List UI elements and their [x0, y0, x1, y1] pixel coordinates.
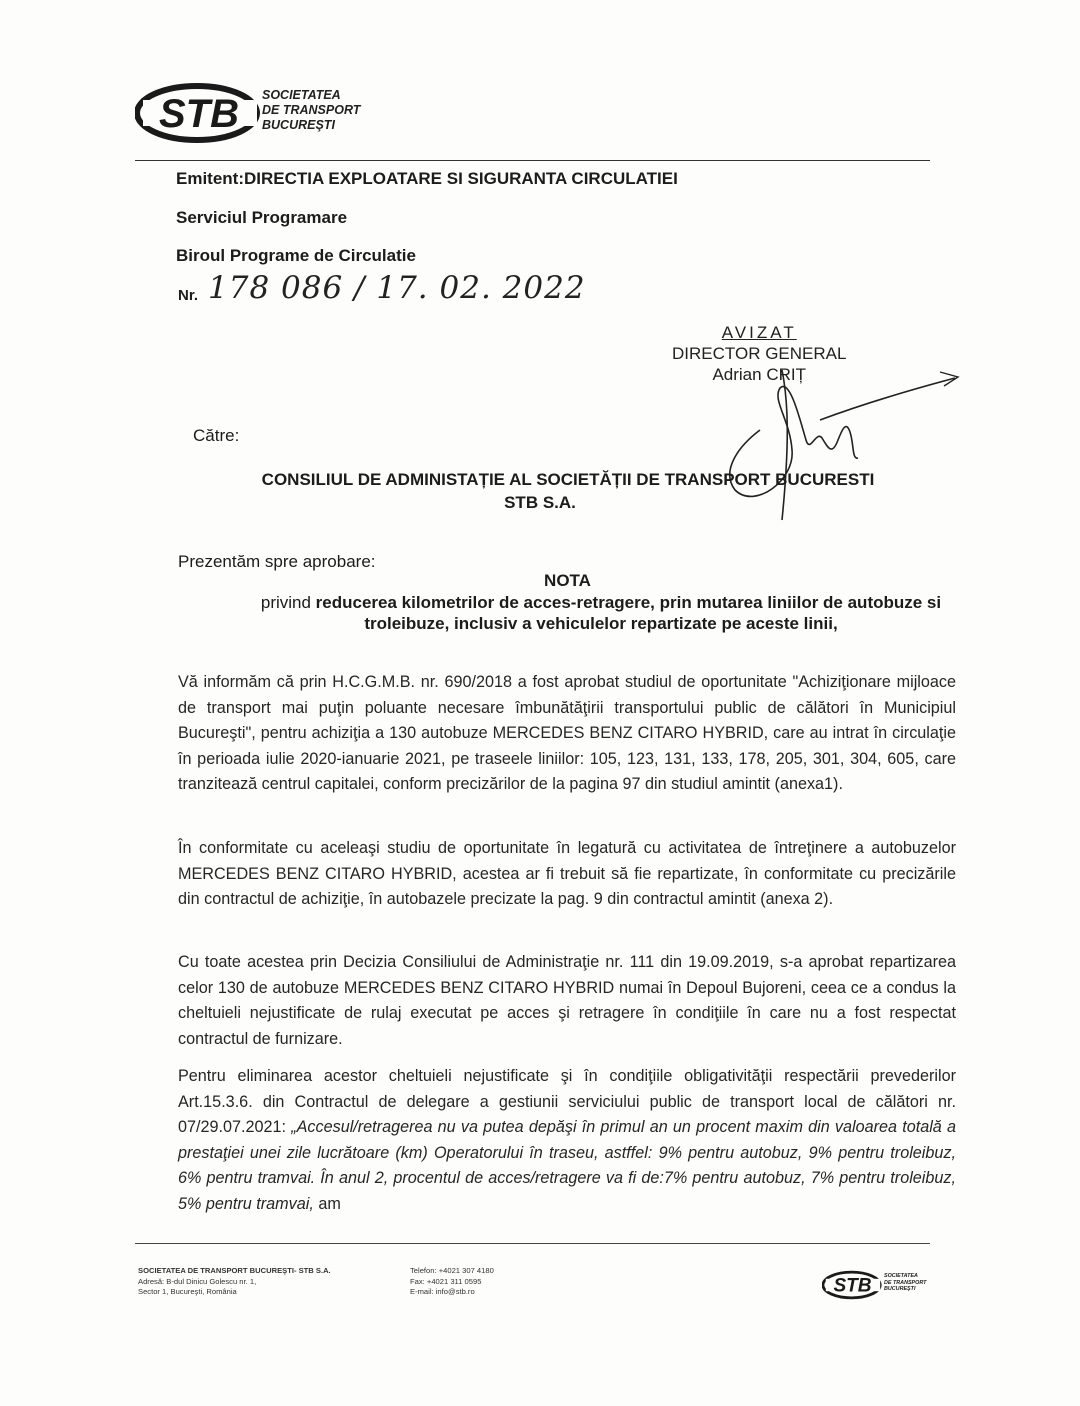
footer-logo-text: STB	[833, 1275, 872, 1297]
paragraph-1: Vă informăm că prin H.C.G.M.B. nr. 690/2018 a fost aprobat studiul de oportunitate "Achiziţionare mijloace de transport mai puţin poluante necesare îmbunătăţirii transportului public de călători în Municipiul Bucureşti", pentru achiziţia a 130 autobuze MERCEDES BENZ CITARO HYBRID, care au intrat în circulaţie în perioada iulie 2020-ianuarie 2021, pe traseele liniilor: 105, 123, 131, 133, 178, 205, 301, 304, 605, care tranzitează centrul capitalei, conform precizărilor de la pagina 97 din studiul amintit (anexa1).	[178, 673, 956, 793]
stb-logo-text: STB	[159, 92, 239, 136]
subject-prefix: privind	[260, 593, 316, 612]
footer-email: E-mail: info@stb.ro	[410, 1287, 475, 1296]
approval-title: AVIZAT	[721, 323, 797, 342]
footer-contact	[410, 1266, 494, 1298]
subject-text: reducerea kilometrilor de acces-retragere, prin mutarea liniilor de autobuze si troleibuze, inclusiv a vehiculelor repartizate pe aceste linii,	[315, 593, 942, 633]
recipient-label: Către:	[193, 426, 240, 445]
paragraph-4-quote: „Accesul/retragerea nu va putea depăşi în primul an un procent maxim din valoarea totală a prestaţiei unei zile lucrătoare (km) Operatorului în traseu, astffel: 9% pentru autobuz, 9% pentru troleibuz, 6% pentru tramvai. În anul 2, procentul de acces/retragere va fi de:7% pentru autobuz, 7% pentru troleibuz, 5% pentru tramvai,	[178, 1118, 956, 1213]
footer-logo-caption: SOCIETATEA DE TRANSPORT BUCUREŞTI	[884, 1273, 927, 1293]
note-subject	[236, 592, 966, 634]
footer-divider	[135, 1243, 930, 1244]
intro-text: Prezentăm spre aprobare:	[178, 552, 376, 571]
footer-stb-logo	[822, 1270, 884, 1300]
footer-phone: Telefon: +4021 307 4180	[410, 1266, 494, 1275]
approval-role: DIRECTOR GENERAL	[672, 344, 847, 363]
approval-name: Adrian CRIȚ	[712, 365, 806, 384]
footer-fax: Fax: +4021 311 0595	[410, 1276, 482, 1286]
note-title: NOTA	[544, 571, 591, 590]
footer-address	[138, 1266, 331, 1298]
issuer-line: Emitent:DIRECTIA EXPLOATARE SI SIGURANTA CIRCULATIEI	[176, 169, 678, 188]
paragraph-3: Cu toate acestea prin Decizia Consiliului de Administraţie nr. 111 din 19.09.2019, s-a aprobat repartizarea celor 130 de autobuze MERCEDES BENZ CITARO HYBRID numai în Depoul Bujoreni, ceea ce a condus la cheltuieli nejustificate de rulaj executat pe acces şi retragere în condiţiile în care nu a fost respectat contractul de furnizare.	[178, 953, 956, 1048]
company-name: SOCIETATEA DE TRANSPORT BUCUREŞTI	[262, 88, 361, 132]
paragraph-4	[178, 1064, 956, 1217]
office-line: Biroul Programe de Circulatie	[176, 246, 416, 265]
paragraph-2: În conformitate cu aceleaşi studiu de oportunitate în legatură cu activitatea de întreţinere a autobuzelor MERCEDES BENZ CITARO HYBRID, acestea ar fi trebuit să fie repartizate, în conformitate cu precizările din contractul de achiziţie, în autobazele precizate la pag. 9 din contractul amintit (anexa 2).	[178, 839, 956, 908]
recipient-line-2: STB S.A.	[504, 493, 576, 512]
footer-address-2: Sector 1, Bucureşti, România	[138, 1287, 237, 1296]
recipient-line-1: CONSILIUL DE ADMINISTAȚIE AL SOCIETĂȚII DE TRANSPORT BUCURESTI	[261, 470, 875, 489]
stb-logo	[135, 82, 265, 144]
header-divider	[135, 160, 930, 161]
registration-number-handwritten: 178 086 / 17. 02. 2022	[208, 270, 586, 306]
paragraph-4-end: am	[313, 1194, 341, 1213]
recipient-block	[0, 468, 1080, 514]
service-line: Serviciul Programare	[176, 208, 348, 227]
paragraph-4-start: Pentru eliminarea acestor cheltuieli nejustificate şi în condiţiile obligativităţii respectării prevederilor Art.15.3.6. din Contractul de delegare a gestiunii serviciului public de transport local de călători nr. 07/29.07.2021:	[178, 1067, 956, 1136]
registration-label: Nr.	[178, 287, 199, 304]
footer-address-1: Adresă: B-dul Dinicu Golescu nr. 1,	[138, 1276, 257, 1286]
footer-company: SOCIETATEA DE TRANSPORT BUCUREŞTI- STB S.A.	[138, 1266, 331, 1275]
